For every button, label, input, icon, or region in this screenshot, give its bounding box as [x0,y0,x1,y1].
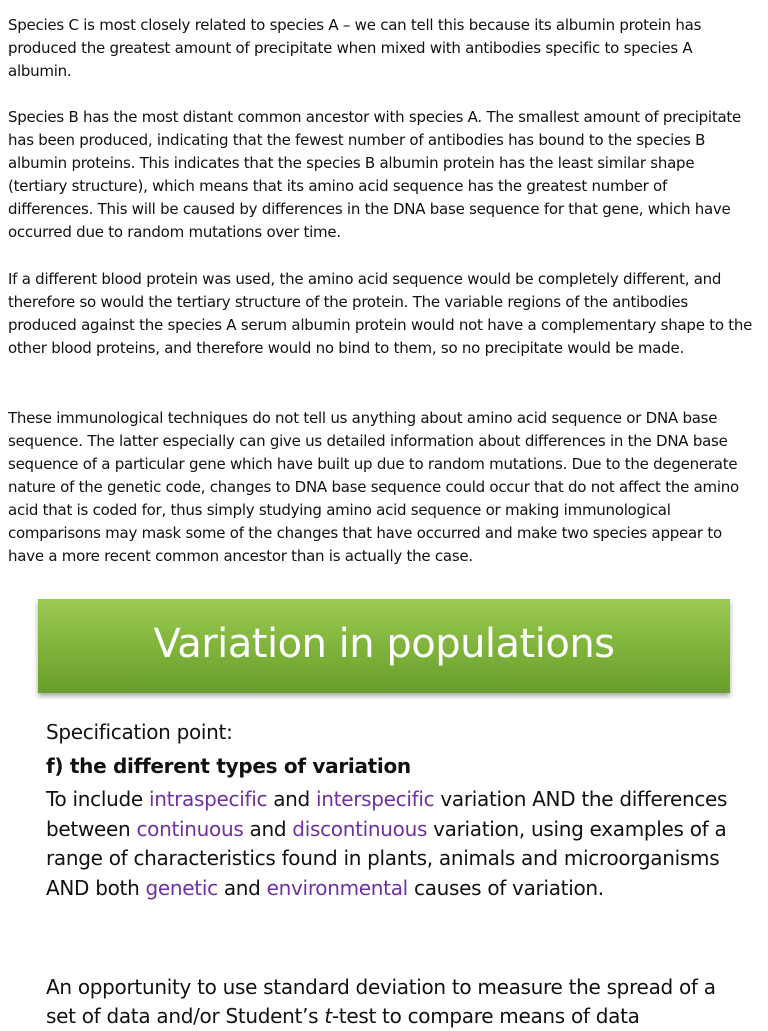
paragraph-different-protein: If a different blood protein was used, the amino acid sequence would be completely different, and therefore so would the tertiary structure of the protein. The variable regions of the antibodies produced against the species A serum albumin protein would not have a complementary shape to the other blood proteins, and therefore would no bind to them, so no precipitate would be made. [8,270,753,357]
section-title: Variation in populations [153,621,615,667]
opportunity-text: -test to compare means of data [331,1004,640,1028]
keyword-genetic: genetic [145,875,218,900]
keyword-interspecific: interspecific [316,787,435,811]
keyword-continuous: continuous [136,816,244,841]
paragraph-species-b: Species B has the most distant common ancestor with species A. The smallest amount of precipitate has been produced, indicating that the fewest number of antibodies has bound to the species B albumin proteins. This indicates that the species B albumin protein has the least similar shape (tertiary structure), which means that its amino acid sequence has the greatest number of differences. This will be caused by differences in the DNA base sequence for that gene, which have occurred due to random mutations over time. [8,108,742,241]
keyword-environmental: environmental [266,875,408,900]
keyword-intraspecific: intraspecific [148,787,268,811]
detail-text: To include [46,787,149,811]
opportunity-italic-t: t [324,1004,332,1028]
specification-label: Specification point: [46,720,233,744]
specification-opportunity [46,973,746,1031]
paragraph-immunological-techniques: These immunological techniques do not tell us anything about amino acid sequence or DNA base sequence. The latter especially can give us detailed information about differences in the DNA base sequence of a particular gene which have built up due to random mutations. Due to the degenerate nature of the genetic code, changes to DNA base sequence could occur that do not affect the amino acid that is coded for, thus simply studying amino acid sequence or making immunological comparisons may mask some of the changes that have occurred and make two species appear to have a more recent common ancestor than is actually the case. [8,409,739,565]
specification-detail [46,785,746,903]
detail-text: variation, using examples of a range of characteristics found in plants, animals and microorganisms AND both [46,816,727,900]
detail-text: and [243,816,293,841]
detail-text: causes of variation. [407,875,604,900]
detail-text: variation AND the differences between [46,787,728,841]
section-banner [38,599,730,693]
detail-text: and [267,787,317,811]
detail-text: and [217,875,267,900]
specification-point: f) the different types of variation [46,754,411,778]
keyword-discontinuous: discontinuous [292,816,428,841]
paragraph-species-c: Species C is most closely related to species A – we can tell this because its albumin protein has produced the greatest amount of precipitate when mixed with antibodies specific to species A albumin. [8,16,702,80]
opportunity-text: An opportunity to use standard deviation to measure the spread of a set of data and/or Student’s [46,975,716,1028]
